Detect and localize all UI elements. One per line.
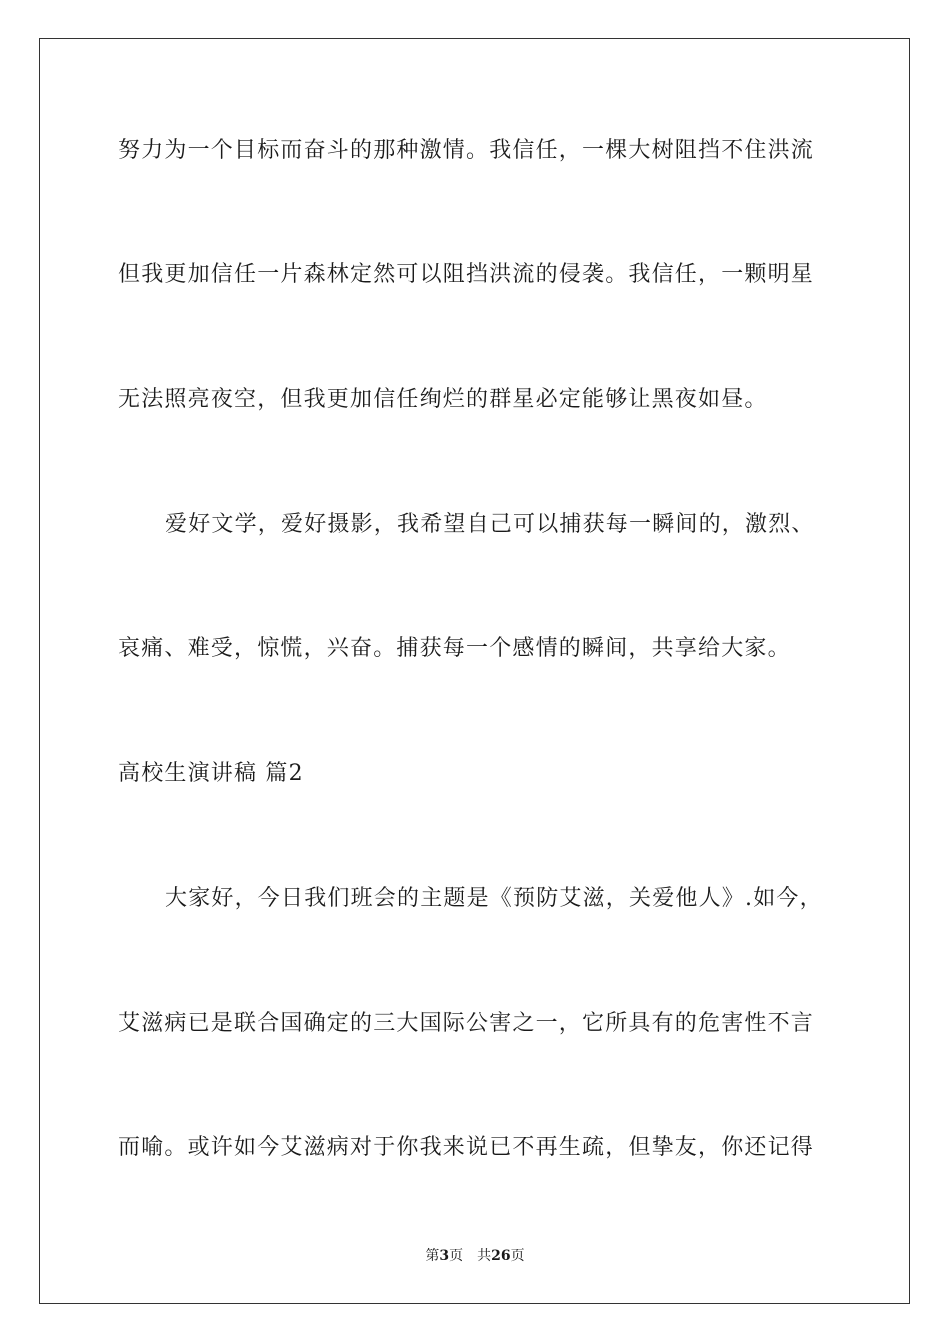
body-line-9: 而喻。或许如今艾滋病对于你我来说已不再生疏，但挚友，你还记得 [118,1135,815,1160]
page-footer [0,1247,950,1265]
total-suffix: 页 [510,1248,525,1264]
body-line-8: 艾滋病已是联合国确定的三大国际公害之一，它所具有的危害性不言 [118,1011,815,1036]
total-pages: 26 [491,1248,511,1264]
section-heading: 高校生演讲稿 篇2 [118,761,304,786]
total-prefix: 共 [477,1248,492,1264]
body-line-2: 但我更加信任一片森林定然可以阻挡洪流的侵袭。我信任，一颗明星 [118,262,815,287]
page-number: 3 [439,1248,450,1264]
body-line-3: 无法照亮夜空，但我更加信任绚烂的群星必定能够让黑夜如昼。 [118,387,768,412]
page-border [39,38,910,1304]
body-line-5: 哀痛、难受，惊慌，兴奋。捕获每一个感情的瞬间，共享给大家。 [118,636,791,661]
page-prefix: 第 [425,1248,440,1264]
body-line-7: 大家好，今日我们班会的主题是《预防艾滋，关爱他人》.如今， [165,886,823,911]
page-suffix: 页 [449,1248,464,1264]
body-line-1: 努力为一个目标而奋斗的那种激情。我信任，一棵大树阻挡不住洪流 [118,138,815,163]
body-line-4: 爱好文学，爱好摄影，我希望自己可以捕获每一瞬间的，激烈、 [165,512,815,537]
